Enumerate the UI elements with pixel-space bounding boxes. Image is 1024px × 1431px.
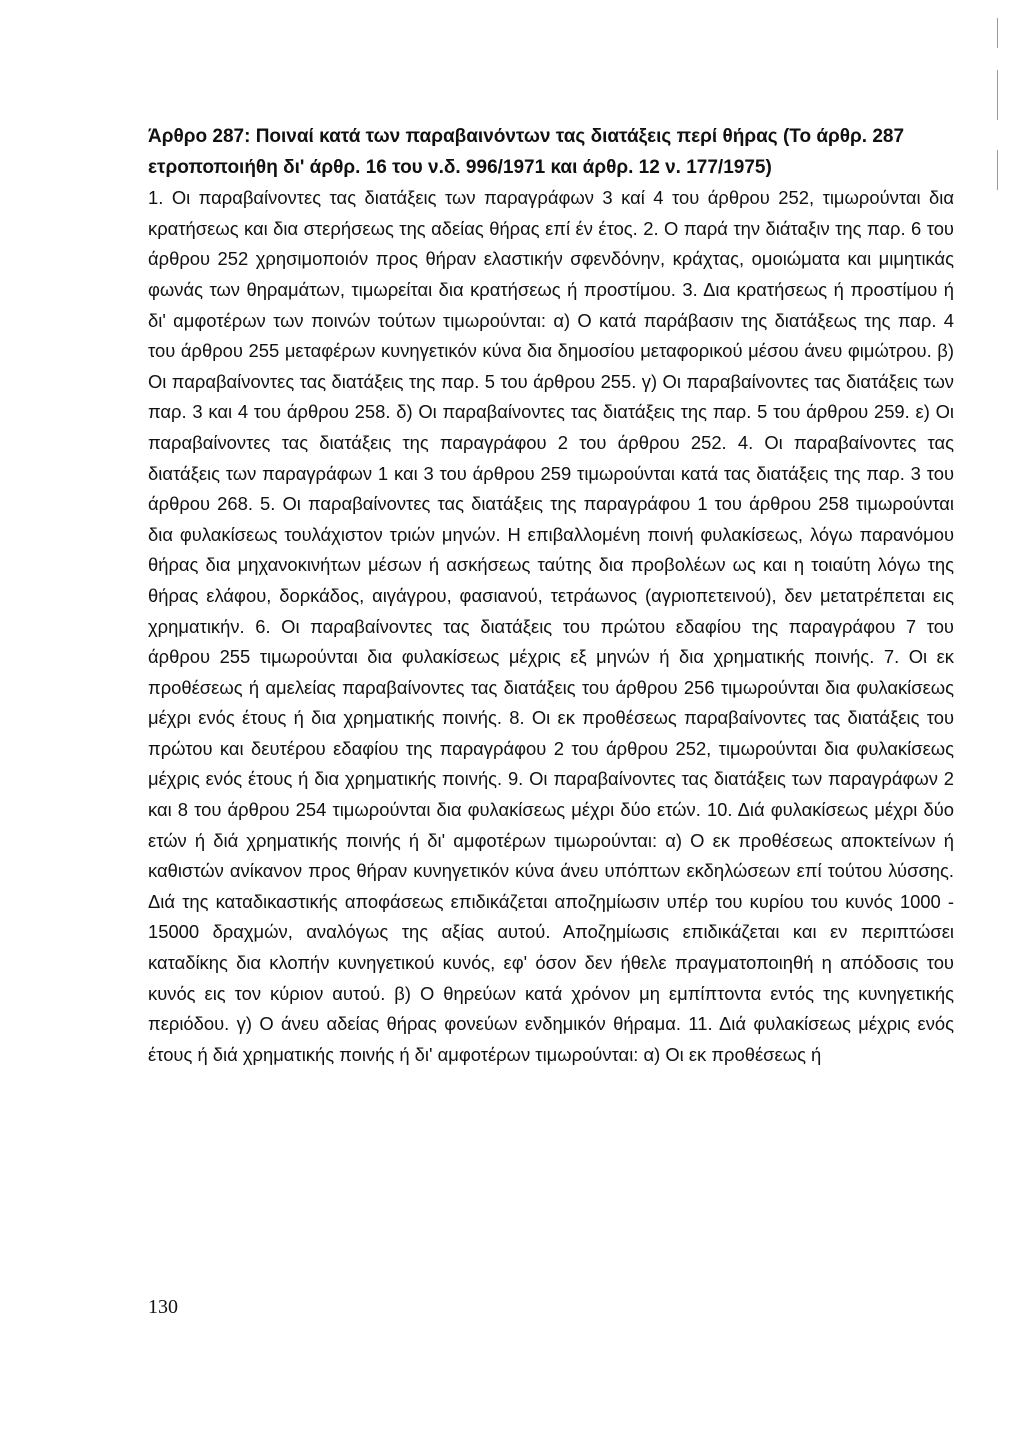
article-body: 1. Οι παραβαίνοντες τας διατάξεις των παραγράφων 3 καί 4 του άρθρου 252, τιμωρούνται δια κρατήσεως και δια στερήσεως της αδείας θήρας επί έν έτος. 2. Ο παρά την διάταξιν της παρ. 6 του άρθρου 252 χρησιμοποιόν προς θήραν ελαστικήν σφενδόνην, κράχτας, ομοιώματα και μιμητικάς φωνάς των θηραμάτων, τιμωρείται δια κρατήσεως ή προστίμου. 3. Δια κρατήσεως ή προστίμου ή δι' αμφοτέρων των ποινών τούτων τιμωρούνται: α) Ο κατά παράβασιν της διατάξεως της παρ. 4 του άρθρου 255 μεταφέρων κυνηγετικόν κύνα δια δημοσίου μεταφορικού μέσου άνευ φιμώτρου. β) Οι παραβαίνοντες τας διατάξεις της παρ. 5 του άρθρου 255. γ) Οι παραβαίνοντες τας διατάξεις των παρ. 3 και 4 του άρθρου 258. δ) Οι παραβαίνοντες τας διατάξεις της παρ. 5 του άρθρου 259. ε) Οι παραβαίνοντες τας διατάξεις της παραγράφου 2 του άρθρου 252. 4. Οι παραβαίνοντες τας διατάξεις των παραγράφων 1 και 3 του άρθρου 259 τιμωρούνται κατά τας διατάξεις της παρ. 3 του άρθρου 268. 5. Οι παραβαίνοντες τας διατάξεις της παραγράφου 1 του άρθρου 258 τιμωρούνται δια φυλακίσεως τουλάχιστον τριών μηνών. Η επιβαλλομένη ποινή φυλακίσεως, λόγω παρανόμου θήρας δια μηχανοκινήτων μέσων ή ασκήσεως ταύτης δια προβολέων ως και η τοιαύτη λόγω της θήρας ελάφου, δορκάδος, αιγάγρου, φασιανού, τετράωνος (αγριοπετεινού), δεν μετατρέπεται εις χρηματικήν. 6. Οι παραβαίνοντες τας διατάξεις του πρώτου εδαφίου της παραγράφου 7 του άρθρου 255 τιμωρούνται δια φυλακίσεως μέχρις εξ μηνών ή δια χρηματικής ποινής. 7. Οι εκ προθέσεως ή αμελείας παραβαίνοντες τας διατάξεις του άρθρου 256 τιμωρούνται δια φυλακίσεως μέχρι ενός έτους ή δια χρηματικής ποινής. 8. Οι εκ προθέσεως παραβαίνοντες τας διατάξεις του πρώτου και δευτέρου εδαφίου της παραγράφου 2 του άρθρου 252, τιμωρούνται δια φυλακίσεως μέχρις ενός έτους ή δια χρηματικής ποινής. 9. Οι παραβαίνοντες τας διατάξεις των παραγράφων 2 και 8 του άρθρου 254 τιμωρούνται δια φυλακίσεως μέχρι δύο ετών. 10. Διά φυλακίσεως μέχρι δύο ετών ή διά χρηματικής ποινής ή δι' αμφοτέρων τιμωρούνται: α) Ο εκ προθέσεως αποκτείνων ή καθιστών ανίκανον προς θήραν κυνηγετικόν κύνα άνευ υπόπτων εκδηλώσεων επί τούτου λύσσης. Διά της καταδικαστικής αποφάσεως επιδικάζεται αποζημίωσιν υπέρ του κυρίου του κυνός 1000 - 15000 δραχμών, αναλόγως της αξίας αυτού. Αποζημίωσις επιδικάζεται και εν περιπτώσει καταδίκης δια κλοπήν κυνηγετικού κυνός, εφ' όσον δεν ήθελε πραγματοποιηθή η απόδοσις του κυνός εις τον κύριον αυτού. β) Ο θηρεύων κατά χρόνον μη εμπίπτοντα εντός της κυνηγετικής περιόδου. γ) Ο άνευ αδείας θήρας φονεύων ενδημικόν θήραμα. 11. Διά φυλακίσεως μέχρις ενός έτους ή διά χρηματικής ποινής ή δι' αμφοτέρων τιμωρούνται: α) Οι εκ προθέσεως ή bbox=[148, 187, 954, 1065]
scan-edge-mark bbox=[997, 18, 998, 48]
scan-edge-mark bbox=[997, 70, 998, 120]
scan-edge-mark bbox=[997, 150, 998, 190]
article-content bbox=[148, 122, 954, 1070]
page-number: 130 bbox=[148, 1296, 178, 1318]
article-heading: Άρθρο 287: Ποιναί κατά των παραβαινόντων τας διατάξεις περί θήρας (Το άρθρ. 287 ετροποποιήθη δι' άρθρ. 16 του ν.δ. 996/1971 και άρθρ. 12 ν. 177/1975) bbox=[148, 126, 905, 178]
